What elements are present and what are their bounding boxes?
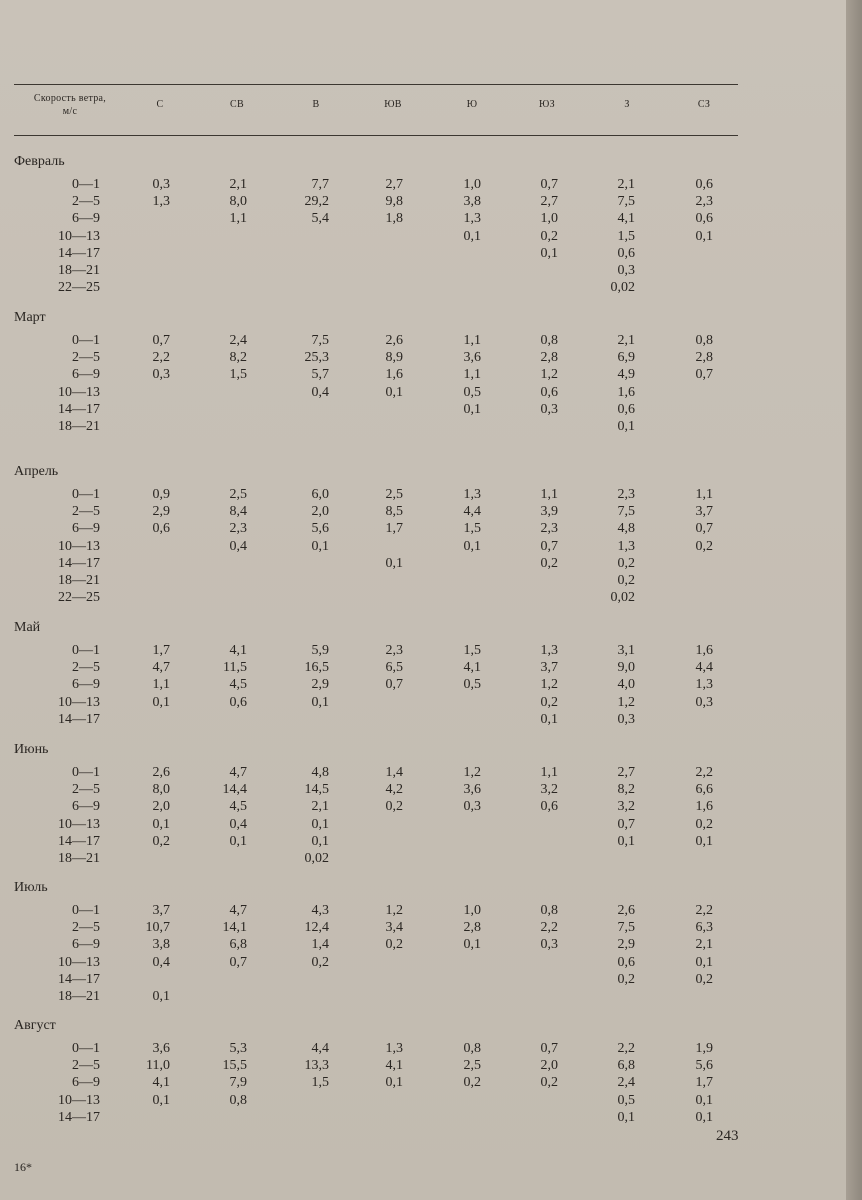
table-cell: 0,3 <box>463 799 481 815</box>
speed-range-label: 2—5 <box>72 920 100 936</box>
table-cell: 0,1 <box>152 989 170 1004</box>
speed-range-label: 0—1 <box>72 177 100 192</box>
table-cell: 8,2 <box>617 782 635 798</box>
table-cell: 1,2 <box>463 765 481 780</box>
table-cell: 0,9 <box>152 487 170 502</box>
table-cell: 0,3 <box>695 694 713 710</box>
speed-range-label: 0—1 <box>72 903 100 918</box>
table-cell: 0,6 <box>152 521 170 537</box>
table-cell: 0,4 <box>229 816 247 832</box>
table-cell: 1,3 <box>617 538 635 554</box>
speed-column-header: Скорость ветра, м/с <box>33 93 107 117</box>
table-cell: 15,5 <box>222 1058 247 1074</box>
speed-range-label: 6—9 <box>72 937 100 953</box>
table-cell: 4,7 <box>229 765 247 780</box>
table-cell: 0,7 <box>540 538 558 554</box>
table-cell: 1,2 <box>540 677 558 693</box>
table-cell: 0,02 <box>610 280 635 296</box>
table-cell: 2,1 <box>695 937 713 953</box>
month-label: Август <box>14 1018 56 1033</box>
table-cell: 12,4 <box>304 920 329 936</box>
table-cell: 0,3 <box>152 177 170 192</box>
speed-range-label: 2—5 <box>72 782 100 798</box>
table-cell: 3,7 <box>695 504 713 520</box>
table-cell: 2,5 <box>463 1058 481 1074</box>
table-cell: 0,6 <box>617 954 635 970</box>
table-cell: 0,7 <box>152 333 170 348</box>
table-cell: 2,6 <box>152 765 170 780</box>
table-cell: 0,7 <box>695 367 713 383</box>
table-cell: 5,3 <box>229 1041 247 1056</box>
speed-range-label: 10—13 <box>58 694 100 710</box>
table-cell: 0,4 <box>229 538 247 554</box>
table-cell: 2,1 <box>311 799 329 815</box>
table-cell: 2,8 <box>540 350 558 366</box>
speed-range-label: 10—13 <box>58 384 100 400</box>
table-cell: 25,3 <box>304 350 329 366</box>
table-cell: 4,3 <box>311 903 329 918</box>
table-cell: 11,5 <box>223 660 247 676</box>
table-cell: 3,4 <box>385 920 403 936</box>
table-cell: 0,6 <box>617 245 635 261</box>
table-cell: 2,7 <box>385 177 403 192</box>
table-cell: 0,4 <box>152 954 170 970</box>
table-cell: 0,1 <box>463 538 481 554</box>
table-cell: 1,5 <box>617 228 635 244</box>
table-cell: 1,1 <box>463 333 481 348</box>
table-cell: 2,3 <box>540 521 558 537</box>
table-cell: 3,8 <box>152 937 170 953</box>
table-cell: 5,9 <box>311 643 329 658</box>
table-cell: 4,4 <box>695 660 713 676</box>
table-cell: 1,9 <box>695 1041 713 1056</box>
table-cell: 1,6 <box>385 367 403 383</box>
table-cell: 10,7 <box>145 920 170 936</box>
table-cell: 0,5 <box>617 1092 635 1108</box>
table-cell: 5,7 <box>311 367 329 383</box>
table-cell: 0,1 <box>695 954 713 970</box>
table-cell: 4,7 <box>152 660 170 676</box>
table-cell: 8,2 <box>229 350 247 366</box>
table-cell: 0,2 <box>617 555 635 571</box>
table-cell: 1,3 <box>463 211 481 227</box>
table-cell: 4,2 <box>385 782 403 798</box>
table-cell: 14,4 <box>222 782 247 798</box>
table-cell: 1,0 <box>463 177 481 192</box>
table-cell: 0,8 <box>229 1092 247 1108</box>
speed-range-label: 0—1 <box>72 765 100 780</box>
table-cell: 2,5 <box>229 487 247 502</box>
table-cell: 1,2 <box>617 694 635 710</box>
table-cell: 1,3 <box>152 194 170 210</box>
table-cell: 1,4 <box>311 937 329 953</box>
table-cell: 0,1 <box>152 816 170 832</box>
table-cell: 0,3 <box>540 937 558 953</box>
speed-range-label: 0—1 <box>72 643 100 658</box>
table-cell: 0,8 <box>540 903 558 918</box>
table-cell: 0,2 <box>385 799 403 815</box>
speed-range-label: 10—13 <box>58 1092 100 1108</box>
speed-range-label: 10—13 <box>58 538 100 554</box>
table-cell: 2,0 <box>152 799 170 815</box>
table-cell: 4,1 <box>229 643 247 658</box>
table-cell: 1,6 <box>695 643 713 658</box>
table-cell: 6,6 <box>695 782 713 798</box>
table-cell: 1,1 <box>229 211 247 227</box>
table-cell: 6,8 <box>229 937 247 953</box>
table-cell: 0,1 <box>617 419 635 434</box>
table-cell: 4,1 <box>152 1075 170 1091</box>
table-cell: 0,1 <box>695 833 713 849</box>
table-cell: 0,6 <box>617 401 635 417</box>
table-cell: 14,5 <box>304 782 329 798</box>
speed-range-label: 18—21 <box>58 851 100 866</box>
table-cell: 0,7 <box>540 177 558 192</box>
table-cell: 1,2 <box>385 903 403 918</box>
table-cell: 1,1 <box>463 367 481 383</box>
table-cell: 8,9 <box>385 350 403 366</box>
table-cell: 2,6 <box>617 903 635 918</box>
table-cell: 8,0 <box>229 194 247 210</box>
table-cell: 1,0 <box>540 211 558 227</box>
table-cell: 9,8 <box>385 194 403 210</box>
month-label: Февраль <box>14 154 65 169</box>
table-top-rule <box>14 84 738 85</box>
speed-range-label: 14—17 <box>58 245 100 261</box>
speed-range-label: 14—17 <box>58 711 100 727</box>
speed-range-label: 18—21 <box>58 263 100 278</box>
month-label: Апрель <box>14 464 59 479</box>
speed-range-label: 6—9 <box>72 367 100 383</box>
table-cell: 0,1 <box>311 816 329 832</box>
table-cell: 1,4 <box>385 765 403 780</box>
table-cell: 5,6 <box>695 1058 713 1074</box>
table-cell: 0,3 <box>540 401 558 417</box>
speed-range-label: 2—5 <box>72 194 100 210</box>
table-cell: 0,7 <box>385 677 403 693</box>
table-cell: 5,6 <box>311 521 329 537</box>
table-cell: 0,1 <box>385 555 403 571</box>
table-cell: 0,1 <box>311 538 329 554</box>
table-cell: 0,1 <box>617 833 635 849</box>
direction-header-cell: ЮЗ <box>539 99 555 110</box>
table-cell: 0,02 <box>304 851 329 866</box>
month-label: Июль <box>14 880 48 895</box>
speed-range-label: 2—5 <box>72 350 100 366</box>
table-cell: 8,5 <box>385 504 403 520</box>
speed-range-label: 6—9 <box>72 1075 100 1091</box>
table-cell: 0,8 <box>695 333 713 348</box>
direction-header-cell: З <box>624 99 630 110</box>
table-cell: 0,8 <box>463 1041 481 1056</box>
table-cell: 1,1 <box>540 487 558 502</box>
table-cell: 2,2 <box>152 350 170 366</box>
table-cell: 0,6 <box>695 211 713 227</box>
speed-range-label: 18—21 <box>58 989 100 1004</box>
table-cell: 7,5 <box>617 504 635 520</box>
table-cell: 2,1 <box>617 177 635 192</box>
table-cell: 1,7 <box>695 1075 713 1091</box>
table-cell: 4,8 <box>617 521 635 537</box>
table-cell: 0,6 <box>540 799 558 815</box>
table-cell: 3,9 <box>540 504 558 520</box>
table-cell: 1,1 <box>540 765 558 780</box>
table-cell: 4,0 <box>617 677 635 693</box>
table-cell: 7,5 <box>617 194 635 210</box>
month-label: Июнь <box>14 742 49 757</box>
table-cell: 13,3 <box>304 1058 329 1074</box>
table-cell: 3,2 <box>540 782 558 798</box>
table-cell: 3,8 <box>463 194 481 210</box>
table-cell: 0,1 <box>540 245 558 261</box>
table-cell: 1,5 <box>229 367 247 383</box>
table-cell: 0,2 <box>617 971 635 987</box>
speed-range-label: 6—9 <box>72 799 100 815</box>
speed-range-label: 6—9 <box>72 677 100 693</box>
table-cell: 1,8 <box>385 211 403 227</box>
speed-range-label: 22—25 <box>58 590 100 606</box>
table-cell: 1,5 <box>311 1075 329 1091</box>
table-cell: 0,1 <box>229 833 247 849</box>
speed-range-label: 2—5 <box>72 504 100 520</box>
table-cell: 0,7 <box>229 954 247 970</box>
page-edge <box>846 0 862 1200</box>
speed-range-label: 22—25 <box>58 280 100 296</box>
table-cell: 4,9 <box>617 367 635 383</box>
table-cell: 4,5 <box>229 799 247 815</box>
table-cell: 4,5 <box>229 677 247 693</box>
speed-range-label: 14—17 <box>58 555 100 571</box>
table-cell: 2,7 <box>617 765 635 780</box>
speed-range-label: 0—1 <box>72 333 100 348</box>
table-cell: 0,1 <box>385 1075 403 1091</box>
table-cell: 2,3 <box>385 643 403 658</box>
table-cell: 2,8 <box>463 920 481 936</box>
direction-header-cell: С <box>156 99 164 110</box>
table-cell: 0,7 <box>695 521 713 537</box>
table-cell: 1,5 <box>463 521 481 537</box>
direction-header-cell: ЮВ <box>384 99 402 110</box>
table-cell: 0,3 <box>617 263 635 278</box>
table-cell: 1,3 <box>540 643 558 658</box>
table-cell: 0,1 <box>463 401 481 417</box>
table-cell: 2,7 <box>540 194 558 210</box>
printer-signature: 16* <box>14 1160 32 1174</box>
table-cell: 3,6 <box>152 1041 170 1056</box>
table-cell: 1,3 <box>385 1041 403 1056</box>
speed-range-label: 6—9 <box>72 521 100 537</box>
table-header-rule <box>14 135 738 136</box>
speed-range-label: 10—13 <box>58 816 100 832</box>
table-cell: 29,2 <box>304 194 329 210</box>
table-cell: 7,5 <box>617 920 635 936</box>
table-cell: 0,1 <box>617 1109 635 1125</box>
table-cell: 2,0 <box>311 504 329 520</box>
table-cell: 0,2 <box>695 538 713 554</box>
table-cell: 0,2 <box>540 1075 558 1091</box>
speed-range-label: 0—1 <box>72 1041 100 1056</box>
table-cell: 2,2 <box>540 920 558 936</box>
table-cell: 0,2 <box>311 954 329 970</box>
table-cell: 0,2 <box>385 937 403 953</box>
table-cell: 0,2 <box>540 694 558 710</box>
table-cell: 6,3 <box>695 920 713 936</box>
table-cell: 8,4 <box>229 504 247 520</box>
table-cell: 1,7 <box>385 521 403 537</box>
table-cell: 4,4 <box>463 504 481 520</box>
table-cell: 3,6 <box>463 350 481 366</box>
table-cell: 14,1 <box>222 920 247 936</box>
table-cell: 6,5 <box>385 660 403 676</box>
table-cell: 2,2 <box>695 903 713 918</box>
table-cell: 2,3 <box>617 487 635 502</box>
direction-header-cell: В <box>312 99 320 110</box>
table-cell: 0,1 <box>311 694 329 710</box>
table-cell: 1,3 <box>463 487 481 502</box>
table-cell: 0,1 <box>540 711 558 727</box>
table-cell: 1,6 <box>617 384 635 400</box>
direction-header-cell: Ю <box>466 99 478 110</box>
table-cell: 0,1 <box>695 1109 713 1125</box>
table-cell: 0,1 <box>463 937 481 953</box>
table-cell: 6,9 <box>617 350 635 366</box>
table-cell: 0,3 <box>152 367 170 383</box>
speed-range-label: 10—13 <box>58 954 100 970</box>
speed-range-label: 14—17 <box>58 401 100 417</box>
table-cell: 4,7 <box>229 903 247 918</box>
table-cell: 2,5 <box>385 487 403 502</box>
table-cell: 0,1 <box>695 228 713 244</box>
table-cell: 2,9 <box>617 937 635 953</box>
month-label: Март <box>14 310 46 325</box>
table-cell: 6,8 <box>617 1058 635 1074</box>
table-cell: 0,2 <box>463 1075 481 1091</box>
table-cell: 2,3 <box>229 521 247 537</box>
table-cell: 0,2 <box>152 833 170 849</box>
table-cell: 16,5 <box>304 660 329 676</box>
speed-range-label: 6—9 <box>72 211 100 227</box>
table-cell: 3,2 <box>617 799 635 815</box>
table-cell: 0,1 <box>463 228 481 244</box>
table-cell: 2,0 <box>540 1058 558 1074</box>
table-cell: 4,8 <box>311 765 329 780</box>
table-cell: 3,7 <box>152 903 170 918</box>
speed-range-label: 2—5 <box>72 1058 100 1074</box>
table-cell: 5,4 <box>311 211 329 227</box>
table-cell: 0,1 <box>311 833 329 849</box>
table-cell: 1,5 <box>463 643 481 658</box>
speed-range-label: 14—17 <box>58 971 100 987</box>
speed-range-label: 14—17 <box>58 833 100 849</box>
table-cell: 0,3 <box>617 711 635 727</box>
table-cell: 2,2 <box>695 765 713 780</box>
table-cell: 0,5 <box>463 384 481 400</box>
table-cell: 0,2 <box>540 228 558 244</box>
table-cell: 4,1 <box>463 660 481 676</box>
table-cell: 11,0 <box>146 1058 170 1074</box>
speed-range-label: 0—1 <box>72 487 100 502</box>
table-cell: 0,6 <box>229 694 247 710</box>
speed-range-label: 14—17 <box>58 1109 100 1125</box>
table-cell: 2,3 <box>695 194 713 210</box>
table-cell: 2,2 <box>617 1041 635 1056</box>
table-cell: 0,2 <box>540 555 558 571</box>
table-cell: 0,6 <box>695 177 713 192</box>
table-cell: 1,6 <box>695 799 713 815</box>
table-cell: 1,2 <box>540 367 558 383</box>
table-cell: 0,5 <box>463 677 481 693</box>
table-cell: 3,7 <box>540 660 558 676</box>
table-cell: 0,1 <box>152 694 170 710</box>
month-label: Май <box>14 620 41 635</box>
table-cell: 0,7 <box>617 816 635 832</box>
table-cell: 4,4 <box>311 1041 329 1056</box>
table-cell: 2,6 <box>385 333 403 348</box>
direction-header-cell: СВ <box>230 99 244 110</box>
table-cell: 3,1 <box>617 643 635 658</box>
table-cell: 2,4 <box>229 333 247 348</box>
table-cell: 2,4 <box>617 1075 635 1091</box>
table-cell: 0,2 <box>695 971 713 987</box>
table-cell: 0,2 <box>695 816 713 832</box>
speed-range-label: 2—5 <box>72 660 100 676</box>
speed-range-label: 10—13 <box>58 228 100 244</box>
table-cell: 1,1 <box>152 677 170 693</box>
page-number: 243 <box>716 1128 739 1144</box>
table-cell: 0,7 <box>540 1041 558 1056</box>
table-cell: 7,5 <box>311 333 329 348</box>
table-cell: 0,6 <box>540 384 558 400</box>
speed-range-label: 18—21 <box>58 419 100 434</box>
table-cell: 0,1 <box>152 1092 170 1108</box>
table-cell: 1,1 <box>695 487 713 502</box>
table-cell: 8,0 <box>152 782 170 798</box>
table-cell: 0,8 <box>540 333 558 348</box>
table-cell: 1,0 <box>463 903 481 918</box>
table-cell: 0,1 <box>695 1092 713 1108</box>
table-cell: 0,02 <box>610 590 635 606</box>
table-cell: 2,8 <box>695 350 713 366</box>
table-cell: 0,4 <box>311 384 329 400</box>
table-cell: 4,1 <box>385 1058 403 1074</box>
table-cell: 9,0 <box>617 660 635 676</box>
table-cell: 6,0 <box>311 487 329 502</box>
table-cell: 0,1 <box>385 384 403 400</box>
direction-header-cell: СЗ <box>697 99 711 110</box>
table-cell: 4,1 <box>617 211 635 227</box>
speed-range-label: 18—21 <box>58 573 100 588</box>
table-cell: 3,6 <box>463 782 481 798</box>
table-cell: 7,9 <box>229 1075 247 1091</box>
table-cell: 1,3 <box>695 677 713 693</box>
table-cell: 2,1 <box>617 333 635 348</box>
table-cell: 7,7 <box>311 177 329 192</box>
table-cell: 2,1 <box>229 177 247 192</box>
table-cell: 0,2 <box>617 573 635 588</box>
table-cell: 1,7 <box>152 643 170 658</box>
table-cell: 2,9 <box>311 677 329 693</box>
table-cell: 2,9 <box>152 504 170 520</box>
